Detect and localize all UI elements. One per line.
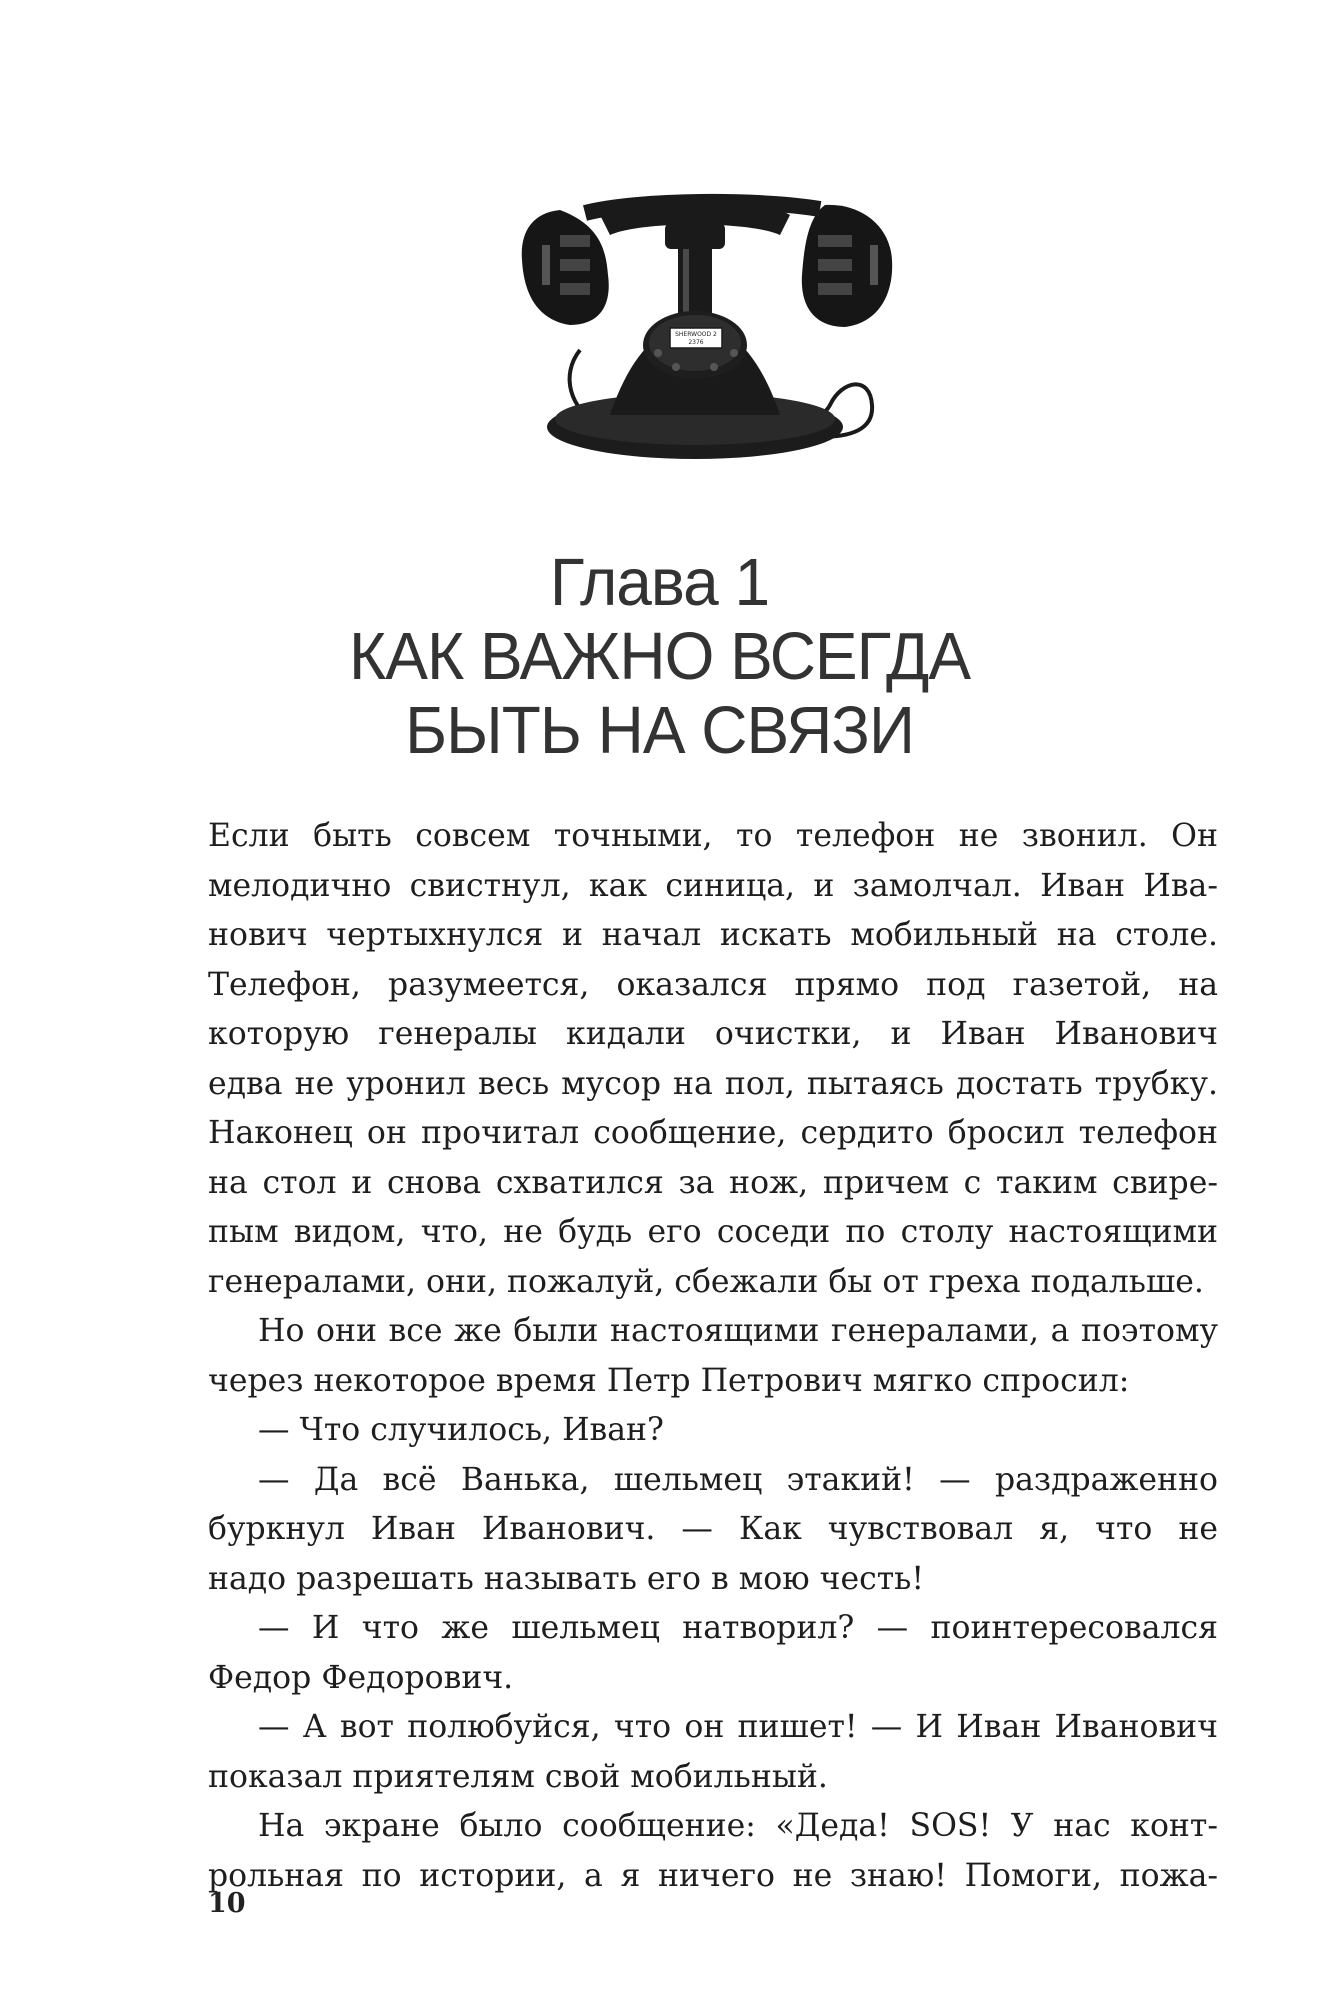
chapter-number: Глава 1	[549, 544, 770, 620]
text-line: рольная по истории, а я ничего не знаю! Помоги, пожа-	[208, 1857, 1218, 1894]
text-line: Телефон, разумеется, оказался прямо под газетой, на	[208, 966, 1218, 1003]
text-line: — А вот полюбуйся, что он пишет! — И Иван Иванович	[258, 1709, 1218, 1745]
text-line: на стол и снова схватился за нож, причем с таким свире-	[208, 1164, 1218, 1201]
text-line: буркнул Иван Иванович. — Как чувствовал я, что не	[208, 1511, 1218, 1547]
rotary-telephone-icon	[490, 175, 930, 475]
text-line: нович чертыхнулся и начал искать мобильный на столе.	[208, 917, 1218, 953]
text-line: На экране было сообщение: «Деда! SOS! У нас конт-	[258, 1808, 1218, 1844]
chapter-body-text	[208, 812, 1218, 1901]
dial-label-line-1: SHERWOOD 2	[675, 331, 717, 338]
text-line: через некоторое время Петр Петрович мягко спросил:	[208, 1362, 1130, 1399]
text-line: Но они все же были настоящими генералами, а поэтому	[258, 1313, 1218, 1349]
text-line: едва не уронил весь мусор на пол, пытаясь достать трубку.	[208, 1065, 1218, 1102]
text-line: которую генералы кидали очистки, и Иван Иванович	[208, 1016, 1218, 1052]
text-line: — Да всё Ванька, шельмец этакий! — раздраженно	[258, 1461, 1218, 1498]
text-line: надо разрешать называть его в мою честь!	[208, 1560, 924, 1597]
chapter-heading	[0, 545, 1319, 767]
chapter-title-line-2: БЫТЬ НА СВЯЗИ	[405, 692, 914, 768]
text-line: — Что случилось, Иван?	[258, 1412, 664, 1448]
text-line: показал приятелям свой мобильный.	[208, 1758, 828, 1795]
chapter-title-line-1: КАК ВАЖНО ВСЕГДА	[348, 618, 971, 694]
page-number: 10	[208, 1888, 246, 1919]
text-line: Если быть совсем точными, то телефон не звонил. Он	[208, 818, 1218, 854]
text-line: — И что же шельмец натворил? — поинтересовался	[258, 1610, 1218, 1646]
text-line: Федор Федорович.	[208, 1659, 514, 1696]
dial-label-line-2: 2376	[688, 339, 704, 346]
text-line: генералами, они, пожалуй, сбежали бы от греха подальше.	[208, 1263, 1204, 1300]
text-line: Наконец он прочитал сообщение, сердито бросил телефон	[208, 1115, 1218, 1151]
text-line: пым видом, что, не будь его соседи по столу настоящими	[208, 1214, 1218, 1250]
text-line: мелодично свистнул, как синица, и замолчал. Иван Ива-	[208, 867, 1218, 904]
